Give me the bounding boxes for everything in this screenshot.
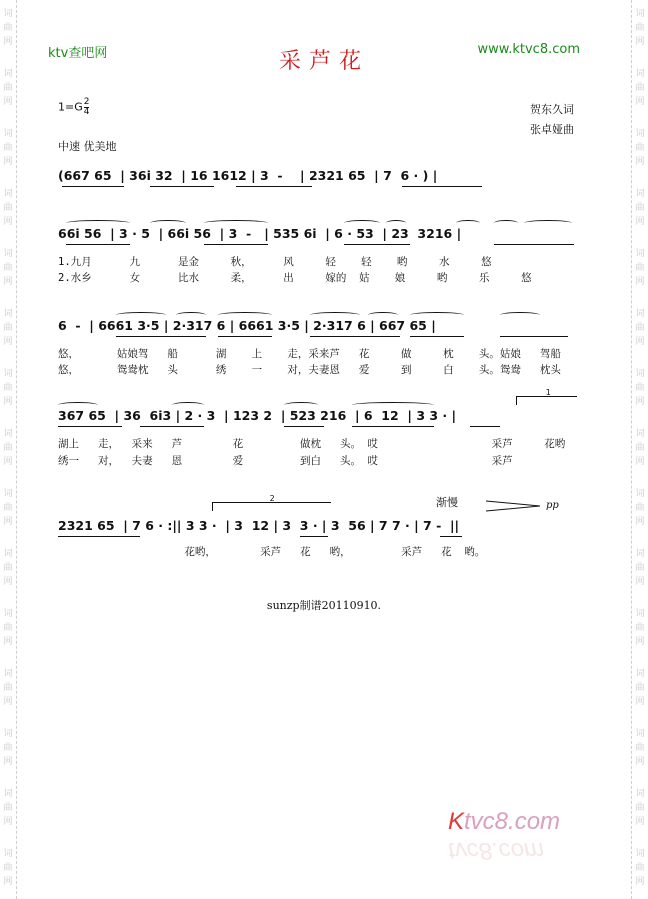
side-watermark-char: 网 xyxy=(3,157,13,167)
side-watermark-char: 曲 xyxy=(3,323,13,333)
slur xyxy=(58,402,98,408)
beam xyxy=(310,336,400,337)
side-watermark-char: 曲 xyxy=(3,683,13,693)
side-watermark-char: 曲 xyxy=(635,743,645,753)
slur xyxy=(66,220,130,226)
side-watermark-char: 词 xyxy=(3,609,13,619)
side-watermark-char: 词 xyxy=(635,369,645,379)
side-watermark-char: 词 xyxy=(635,249,645,259)
side-watermark-char: 曲 xyxy=(3,143,13,153)
side-watermark-char: 词 xyxy=(635,189,645,199)
time-signature xyxy=(84,98,90,117)
side-watermark-char: 曲 xyxy=(635,803,645,813)
side-watermark-char: 词 xyxy=(3,9,13,19)
side-watermark-char: 曲 xyxy=(635,503,645,513)
beam xyxy=(236,186,312,187)
beam xyxy=(402,186,482,187)
side-watermark-char: 网 xyxy=(3,337,13,347)
lyric-line-7: 花哟， 采芦 花 哟， 采芦 花 哟。 xyxy=(58,546,486,558)
side-watermark-char: 词 xyxy=(635,849,645,859)
side-watermark-char: 词 xyxy=(635,129,645,139)
beam xyxy=(494,244,574,245)
side-watermark-char: 网 xyxy=(3,97,13,107)
side-watermark-char: 曲 xyxy=(635,863,645,873)
slur xyxy=(494,220,518,226)
volta-1-label: 1 xyxy=(545,388,551,397)
side-watermark-char: 词 xyxy=(3,669,13,679)
site-logo[interactable] xyxy=(448,808,560,836)
side-watermark-char: 词 xyxy=(3,849,13,859)
slur xyxy=(344,220,380,226)
time-top: 2 xyxy=(83,97,90,107)
beam xyxy=(300,536,328,537)
beam xyxy=(344,244,410,245)
slur xyxy=(310,312,360,318)
volta-1-bracket xyxy=(516,388,577,405)
beam xyxy=(58,536,140,537)
beam xyxy=(150,186,214,187)
side-watermark-char: 词 xyxy=(3,129,13,139)
side-watermark-char: 词 xyxy=(3,729,13,739)
side-watermark-char: 网 xyxy=(635,637,645,647)
notation-line-1: (667 65 | 36i 32 | 16 1612 | 3 - | 2321 65 | 7 6 · ) | xyxy=(58,168,438,183)
lyricist: 贺东久词 xyxy=(530,103,574,116)
side-watermark-char: 曲 xyxy=(635,383,645,393)
beam xyxy=(500,336,568,337)
slur xyxy=(176,312,206,318)
logo-rest: tvc8.com xyxy=(464,808,561,835)
slur xyxy=(500,312,540,318)
lyric-line-6: 绣一 对， 夫妻 恩 爱 到白 头。 哎 采芦 xyxy=(58,455,513,467)
slur xyxy=(284,402,318,408)
notation-line-3: 6 - | 6661 3·5 | 2·317 6 | 6661 3·5 | 2·317 6 | 667 65 | xyxy=(58,318,436,333)
left-margin-strip xyxy=(0,0,17,899)
side-watermark-char: 网 xyxy=(3,757,13,767)
side-watermark-char: 曲 xyxy=(3,443,13,453)
side-watermark-char: 网 xyxy=(635,217,645,227)
side-watermark-char: 曲 xyxy=(3,803,13,813)
side-watermark-char: 词 xyxy=(3,309,13,319)
right-margin-strip xyxy=(631,0,648,899)
beam xyxy=(204,244,268,245)
slur xyxy=(218,312,272,318)
beam xyxy=(218,336,272,337)
slur xyxy=(204,220,268,226)
notation-line-5: 2321 65 | 7 6 · :|| 3 3 · | 3 12 | 3 3 · | 3 56 | 7 7 · | 7 - || xyxy=(58,518,460,533)
logo-reflection-text: tvc8.com xyxy=(448,837,545,864)
side-watermark-char: 曲 xyxy=(3,623,13,633)
side-watermark-char: 词 xyxy=(635,789,645,799)
side-watermark-char: 曲 xyxy=(635,263,645,273)
side-watermark-char: 词 xyxy=(635,669,645,679)
side-watermark-char: 网 xyxy=(635,697,645,707)
side-watermark-char: 词 xyxy=(3,69,13,79)
side-watermark-char: 曲 xyxy=(3,863,13,873)
side-watermark-char: 词 xyxy=(3,249,13,259)
side-watermark-char: 网 xyxy=(635,397,645,407)
logo-k: K xyxy=(448,808,465,835)
side-watermark-char: 曲 xyxy=(3,263,13,273)
side-watermark-char: 词 xyxy=(3,369,13,379)
side-watermark-char: 网 xyxy=(3,697,13,707)
side-watermark-char: 曲 xyxy=(3,203,13,213)
lyric-line-1: 1.九月 九 是金 秋， 风 轻 轻 哟 水 悠 xyxy=(58,256,492,268)
side-watermark-char: 网 xyxy=(635,577,645,587)
beam xyxy=(352,426,434,427)
side-watermark-char: 词 xyxy=(635,609,645,619)
side-watermark-char: 网 xyxy=(3,37,13,47)
side-watermark-char: 曲 xyxy=(3,23,13,33)
side-watermark-char: 词 xyxy=(3,189,13,199)
side-watermark-char: 曲 xyxy=(635,83,645,93)
slur xyxy=(352,402,434,408)
side-watermark-char: 词 xyxy=(635,69,645,79)
side-watermark-char: 词 xyxy=(635,549,645,559)
side-watermark-char: 网 xyxy=(635,757,645,767)
side-watermark-char: 曲 xyxy=(3,383,13,393)
time-bottom: 4 xyxy=(83,107,90,117)
side-watermark-char: 词 xyxy=(3,789,13,799)
side-watermark-char: 曲 xyxy=(635,23,645,33)
side-watermark-char: 网 xyxy=(3,817,13,827)
side-watermark-char: 曲 xyxy=(635,203,645,213)
dynamic-pp: pp xyxy=(546,500,559,511)
lyric-line-5: 湖上 走， 采来 芦 花 做枕 头。 哎 采芦 花哟 xyxy=(58,438,566,450)
side-watermark-char: 曲 xyxy=(635,563,645,573)
side-watermark-char: 词 xyxy=(635,429,645,439)
side-watermark-char: 网 xyxy=(3,517,13,527)
side-watermark-char: 词 xyxy=(635,309,645,319)
transcriber-credit: sunzp制谱20110910. xyxy=(266,599,382,612)
side-watermark-char: 词 xyxy=(3,489,13,499)
side-watermark-char: 网 xyxy=(635,877,645,887)
side-watermark-char: 曲 xyxy=(635,323,645,333)
volta-2-label: 2 xyxy=(269,494,275,503)
slur xyxy=(456,220,480,226)
side-watermark-char: 网 xyxy=(635,277,645,287)
side-watermark-char: 网 xyxy=(635,457,645,467)
beam xyxy=(58,426,122,427)
side-watermark-char: 词 xyxy=(635,729,645,739)
slur xyxy=(386,220,406,226)
decrescendo-hairpin xyxy=(486,500,542,512)
side-watermark-char: 曲 xyxy=(635,623,645,633)
lyric-line-3: 悠， 姑娘驾 船 湖 上 走，采来芦 花 做 枕 头。姑娘 驾船 xyxy=(58,348,561,360)
lyric-line-2: 2.水乡 女 比水 柔， 出 嫁的 姑 娘 哟 乐 悠 xyxy=(58,272,532,284)
key-signature xyxy=(58,98,89,117)
beam xyxy=(440,536,462,537)
side-watermark-char: 词 xyxy=(3,549,13,559)
side-watermark-char: 曲 xyxy=(3,743,13,753)
side-watermark-char: 曲 xyxy=(3,83,13,93)
side-watermark-char: 网 xyxy=(3,457,13,467)
beam xyxy=(116,336,206,337)
side-watermark-char: 词 xyxy=(3,429,13,439)
side-watermark-char: 网 xyxy=(3,217,13,227)
beam xyxy=(66,244,130,245)
site-url-right[interactable]: www.ktvc8.com xyxy=(477,42,580,57)
side-watermark-char: 曲 xyxy=(635,143,645,153)
key-label: 1=G xyxy=(58,100,83,114)
side-watermark-char: 网 xyxy=(635,517,645,527)
site-logo-reflection xyxy=(448,836,544,864)
beam xyxy=(140,426,204,427)
beam xyxy=(284,426,324,427)
notation-line-4: 367 65 | 36 6i3 | 2 · 3 | 123 2 | 523 216 | 6 12 | 3 3 · | xyxy=(58,408,457,423)
side-watermark-char: 网 xyxy=(635,337,645,347)
side-watermark-char: 网 xyxy=(635,97,645,107)
side-watermark-char: 网 xyxy=(635,817,645,827)
volta-2-bracket xyxy=(212,494,331,511)
slur xyxy=(368,312,398,318)
tempo-marking: 中速 优美地 xyxy=(58,140,117,153)
side-watermark-char: 曲 xyxy=(3,563,13,573)
side-watermark-char: 网 xyxy=(3,277,13,287)
side-watermark-char: 曲 xyxy=(3,503,13,513)
side-watermark-char: 网 xyxy=(3,577,13,587)
side-watermark-char: 网 xyxy=(3,397,13,407)
side-watermark-char: 网 xyxy=(635,157,645,167)
beam xyxy=(470,426,500,427)
side-watermark-char: 网 xyxy=(635,37,645,47)
side-watermark-char: 词 xyxy=(635,489,645,499)
side-watermark-char: 词 xyxy=(635,9,645,19)
song-title: 采芦花 xyxy=(278,49,369,74)
slur xyxy=(150,220,186,226)
slur xyxy=(172,402,204,408)
side-watermark-char: 网 xyxy=(3,877,13,887)
beam xyxy=(410,336,464,337)
site-name-left[interactable]: ktv查吧网 xyxy=(48,46,108,61)
slur xyxy=(524,220,572,226)
slur xyxy=(410,312,464,318)
beam xyxy=(62,186,124,187)
notation-line-2: 66i 56 | 3 · 5 | 66i 56 | 3 - | 535 6i | 6 · 53 | 23 3216 | xyxy=(58,226,462,241)
slur xyxy=(116,312,166,318)
side-watermark-char: 曲 xyxy=(635,443,645,453)
lyric-line-4: 悠， 鸳鸯枕 头 绣 一 对，夫妻恩 爱 到 白 头。鸳鸯 枕头 xyxy=(58,364,561,376)
rit-marking: 渐慢 xyxy=(436,496,458,509)
side-watermark-char: 曲 xyxy=(635,683,645,693)
composer: 张卓娅曲 xyxy=(530,123,574,136)
side-watermark-char: 网 xyxy=(3,637,13,647)
